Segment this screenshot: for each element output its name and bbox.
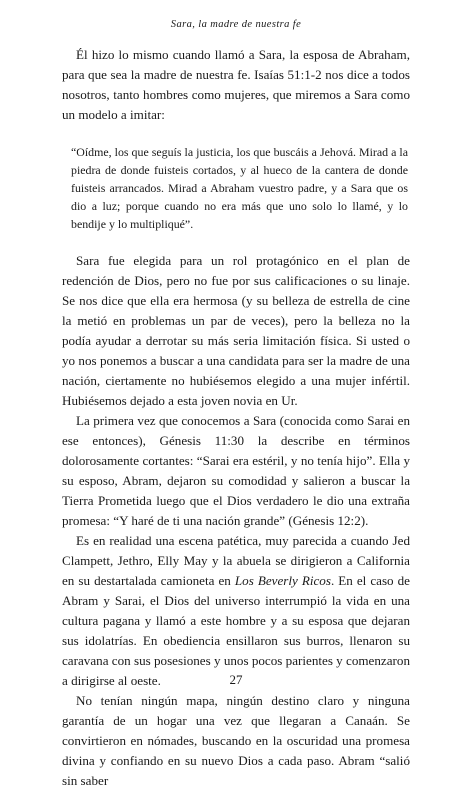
paragraph-4-text-before: Es en realidad una escena patética, muy parecida a cuando Jed Clampett, Jethro, Elly May y la abuela se dirigieron a California en su destartalada camioneta en xyxy=(62,533,410,588)
paragraph-3: La primera vez que conocemos a Sara (conocida como Sarai en ese entonces), Génesis 11:30 la describe en términos dolorosamente cortantes: “Sarai era estéril, y no tenía hijo”. Ella y su esposo, Abram, dejaron su comodidad y salieron a buscar la Tierra Prometida luego que el Dios verdadero le dio una extraña promesa: “Y haré de ti una nación grande” (Génesis 12:2). xyxy=(62,413,410,528)
running-head: Sara, la madre de nuestra fe xyxy=(170,19,302,30)
page-number: 27 xyxy=(229,672,243,687)
book-page xyxy=(62,0,410,788)
intro-paragraph: Él hizo lo mismo cuando llamó a Sara, la esposa de Abraham, para que sea la madre de nuestra fe. Isaías 51:1-2 nos dice a todos nosotros, tanto hombres como mujeres, que miremos a Sara como un modelo a imitar: xyxy=(62,47,410,122)
paragraph-4-text-after: . En el caso de Abram y Sarai, el Dios del universo interrumpió la vida en una cultura pagana y llamó a este hombre y a su esposa que dejaran sus idolatrías. En obediencia ensillaron sus burros, llenaron su caravana con sus posesiones y unos pocos parientes y comenzaron a dirigirse al oeste. xyxy=(62,573,410,688)
paragraph-4 xyxy=(62,531,410,691)
paragraph-2: Sara fue elegida para un rol protagónico en el plan de redención de Dios, pero no fue por sus calificaciones o su linaje. Se nos dice que ella era hermosa (y su belleza de estrella de cine la metió en problemas un par de veces), pero la belleza no la podía ayudar a derrotar su más seria limitación física. Si usted o yo nos ponemos a buscar a una candidata para ser la madre de una nación, ciertamente no hubiésemos elegido a una mujer infértil. Hubiésemos dejado a esta joven novia en Ur. xyxy=(62,253,410,408)
paragraph-5: No tenían ningún mapa, ningún destino claro y ninguna garantía de un hogar una vez que llegaran a Canaán. Se convirtieron en nómades, buscando en la oscuridad una promesa divina y confiando en su nuevo Dios a cada paso. Abram “salió sin saber xyxy=(62,693,410,788)
block-quote: “Oídme, los que seguís la justicia, los que buscáis a Jehová. Mirad a la piedra de donde fuisteis cortados, y al hueco de la cantera de donde fuisteis arrancados. Mirad a Abraham vuestro padre, y a Sara que os dio a luz; porque cuando no era más que uno solo lo llamé, y lo bendije y lo multipliqué”. xyxy=(71,145,408,231)
tv-show-title: Los Beverly Ricos xyxy=(234,573,331,588)
